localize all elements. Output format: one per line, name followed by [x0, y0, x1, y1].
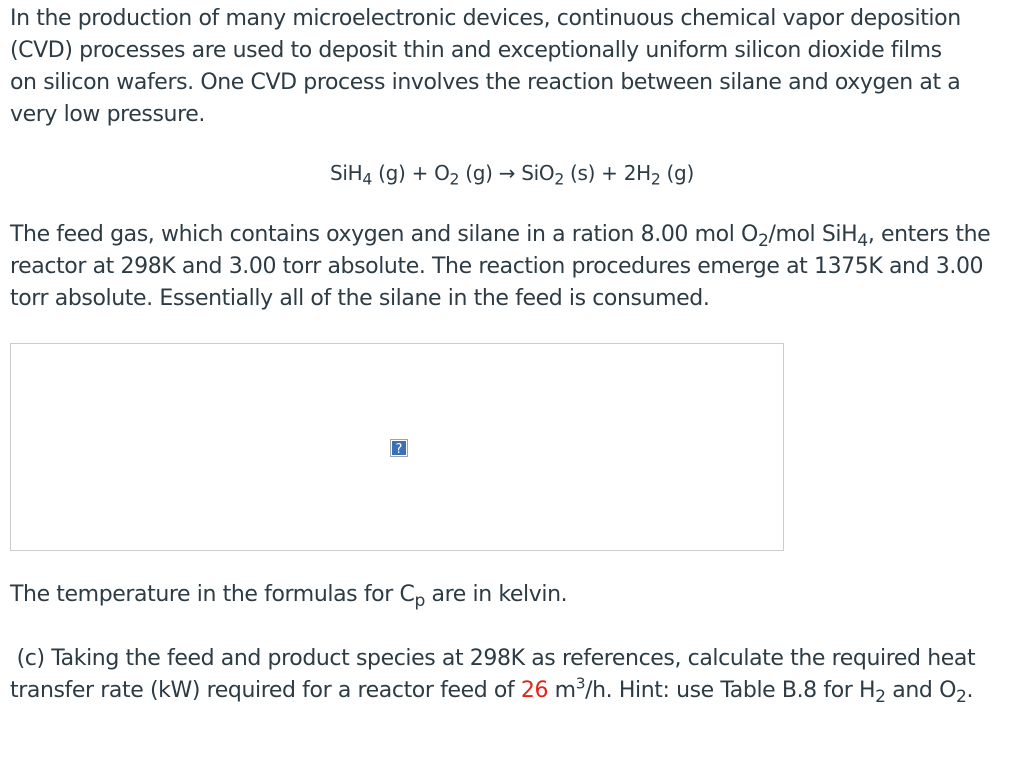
question-c-paragraph: (c) Taking the feed and product species at 298K as references, calculate the required heat transfer rate (kW) required for a reactor feed of 26 $m^3/h$. Hint: use Table B.8 for $H_2$ and $O_2$.	[10, 646, 976, 708]
broken-image-icon[interactable]	[390, 439, 408, 457]
feed-rate-value: 26	[520, 678, 549, 703]
silicon-dioxide-formula: SiO$_2$	[515, 161, 564, 189]
temperature-note: The temperature in the formulas for $C_p$ are in kelvin.	[10, 582, 568, 612]
reaction-arrow: →	[498, 161, 516, 185]
hydrogen-formula: $2H_2$	[623, 161, 661, 189]
reaction-equation: SiH$_4$ $(g) + O_2$ (g) → SiO$_2$ $(s) + 2H_2$ (g)	[330, 161, 694, 189]
feed-paragraph: The feed gas, which contains oxygen and silane in a ration 8.00 mol $O_2$/mol SiH$_4$, enters the reactor at 298K and 3.00 torr absolute. The reaction procedures emerge at 1375K and 3.00 torr absolute. Essentially all of the silane in the feed is consumed.	[10, 222, 991, 311]
intro-paragraph: In the production of many microelectronic devices, continuous chemical vapor deposition (CVD) processes are used to deposit thin and exceptionally uniform silicon dioxide films on silicon wafers. One CVD process involves the reaction between silane and oxygen at a very low pressure.	[10, 6, 961, 127]
embedded-image-placeholder	[10, 343, 784, 551]
silane-formula: SiH$_4$	[330, 161, 373, 189]
svg-text:?: ?	[395, 442, 403, 457]
oxygen-formula: $O_2$	[434, 161, 460, 189]
